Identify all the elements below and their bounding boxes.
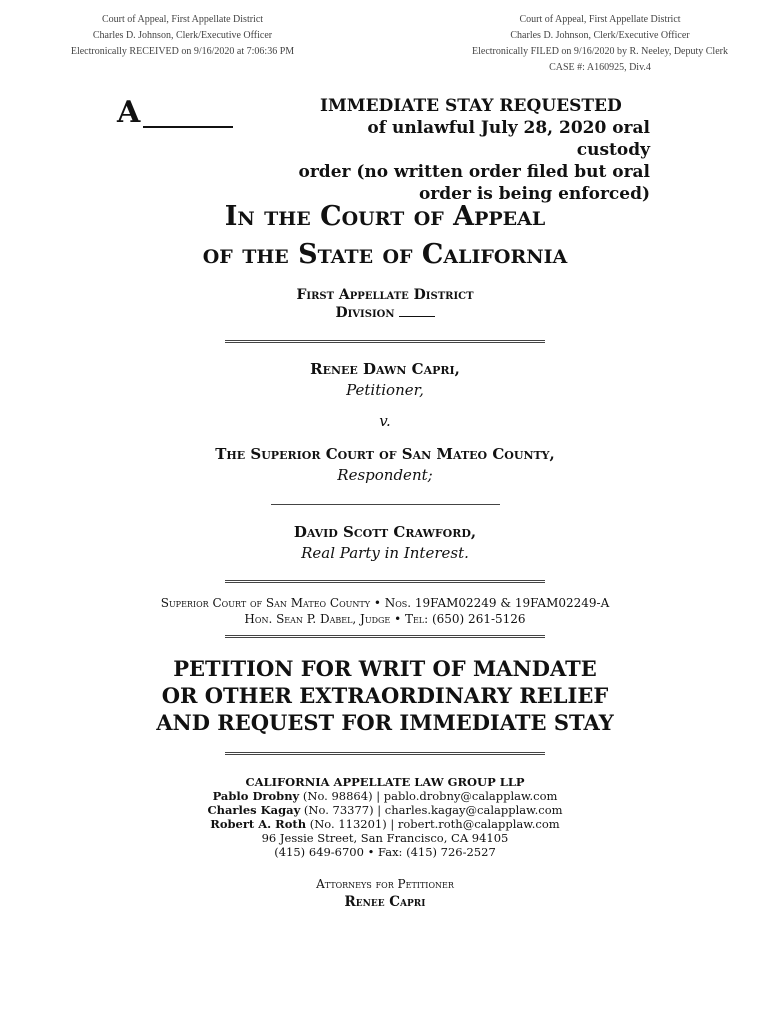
division-blank	[399, 304, 435, 317]
filed-stamp	[440, 12, 760, 76]
lower-court-line-2: Hon. Sean P. Dabel, Judge • Tel: (650) 261-5126	[244, 612, 526, 626]
received-stamp-date: Electronically RECEIVED on 9/16/2020 at 7:06:36 PM	[70, 46, 295, 57]
petition-title-line-3: AND REQUEST FOR IMMEDIATE STAY	[156, 710, 614, 735]
attorney-line	[0, 789, 770, 803]
case-number-blank	[143, 126, 233, 128]
attorney-name: Charles Kagay	[207, 803, 301, 817]
firm-name	[0, 775, 770, 789]
received-stamp-court: Court of Appeal, First Appellate District	[101, 14, 264, 25]
divider	[225, 340, 545, 343]
petitioner-name: Renee Dawn Capri,	[310, 360, 460, 378]
stay-notice-line-3: order is being enforced)	[418, 184, 650, 204]
stay-notice-heading	[320, 92, 650, 114]
attorney-detail: (No. 113201) | robert.roth@calapplaw.com	[306, 817, 560, 831]
attorney-name: Robert A. Roth	[210, 817, 307, 831]
petitioner-role: Petitioner,	[346, 381, 424, 399]
attorney-line	[0, 817, 770, 831]
stay-notice-heading-text: IMMEDIATE STAY REQUESTED	[320, 96, 622, 114]
filed-stamp-clerk: Charles D. Johnson, Clerk/Executive Officer	[510, 30, 690, 41]
firm-address: 96 Jessie Street, San Francisco, CA 94105	[261, 831, 509, 845]
division-label: Division	[335, 305, 395, 321]
stay-notice-line-2: order (no written order filed but oral	[298, 162, 650, 182]
divider	[271, 504, 500, 505]
lower-court-line-1: Superior Court of San Mateo County • Nos. 19FAM02249 & 19FAM02249-A	[160, 596, 610, 610]
stay-notice-line-1: of unlawful July 28, 2020 oral custody	[367, 118, 650, 160]
firm-name-text: CALIFORNIA APPELLATE LAW GROUP LLP	[245, 775, 525, 789]
stay-notice	[290, 117, 650, 205]
client-name: Renee Capri	[344, 894, 426, 910]
attorneys-for-label: Attorneys for Petitioner	[316, 877, 454, 891]
divider	[225, 635, 545, 638]
attorney-name: Pablo Drobny	[212, 789, 300, 803]
real-party-role: Real Party in Interest.	[301, 544, 469, 562]
divider	[225, 580, 545, 583]
respondent-name: The Superior Court of San Mateo County,	[215, 445, 555, 463]
petition-title-line-1: PETITION FOR WRIT OF MANDATE	[173, 656, 597, 681]
real-party-name: David Scott Crawford,	[293, 523, 477, 541]
district: First Appellate District	[296, 287, 474, 303]
filed-stamp-date: Electronically FILED on 9/16/2020 by R. Neeley, Deputy Clerk	[472, 46, 728, 57]
divider	[225, 752, 545, 755]
received-stamp-clerk: Charles D. Johnson, Clerk/Executive Officer	[92, 30, 273, 41]
division	[0, 304, 770, 322]
court-title-line-1: In the Court of Appeal	[224, 201, 546, 232]
court-title-line-2: of the State of California	[202, 239, 568, 270]
received-stamp	[40, 12, 325, 60]
versus: v.	[379, 412, 391, 430]
filed-stamp-case-number: CASE #: A160925, Div.4	[549, 62, 651, 73]
attorney-line	[0, 803, 770, 817]
petition-title-line-2: OR OTHER EXTRAORDINARY RELIEF	[161, 683, 609, 708]
attorney-detail: (No. 73377) | charles.kagay@calapplaw.com	[300, 803, 563, 817]
attorney-detail: (No. 98864) | pablo.drobny@calapplaw.com	[299, 789, 558, 803]
respondent-role: Respondent;	[337, 466, 433, 484]
firm-phone: (415) 649-6700 • Fax: (415) 726-2527	[274, 845, 496, 859]
case-number-prefix: A	[117, 95, 141, 130]
filed-stamp-court: Court of Appeal, First Appellate District	[519, 14, 681, 25]
